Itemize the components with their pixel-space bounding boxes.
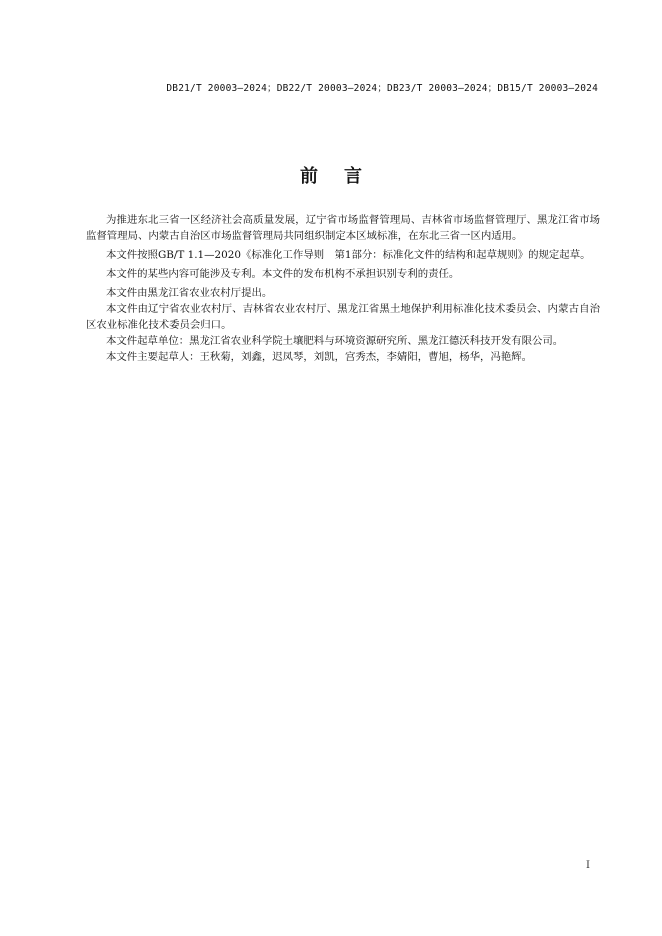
paragraph-patent-notice: 本文件的某些内容可能涉及专利。本文件的发布机构不承担识别专利的责任。 [106,268,460,280]
page-number: I [586,860,590,871]
standard-code-header: DB21/T 20003—2024；DB22/T 20003—2024；DB23/T 20003—2024；DB15/T 20003—2024 [166,83,598,94]
paragraph-drafting-units: 本文件起草单位：黑龙江省农业科学院土壤肥料与环境资源研究所、黑龙江德沃科技开发有限公司。 [106,335,564,347]
foreword-body [86,212,600,365]
paragraph-main-drafters: 本文件主要起草人：王秋菊，刘鑫，迟凤琴，刘凯，宫秀杰，李婧阳，曹旭，杨华，冯艳辉。 [106,351,533,363]
paragraph-drafting-rules: 本文件按照GB/T 1.1—2020《标准化工作导则 第1部分：标准化文件的结构和起草规则》的规定起草。 [106,249,591,261]
paragraph-purpose: 为推进东北三省一区经济社会高质量发展，辽宁省市场监督管理局、吉林省市场监督管理厅、黑龙江省市场监督管理局、内蒙古自治区市场监督管理局共同组织制定本区域标准，在东北三省一区内适用。 [86,214,600,242]
paragraph-proposer: 本文件由黑龙江省农业农村厅提出。 [106,287,273,299]
paragraph-centralized-management: 本文件由辽宁省农业农村厅、吉林省农业农村厅、黑龙江省黑土地保护利用标准化技术委员会、内蒙古自治区农业标准化技术委员会归口。 [86,303,600,331]
page-title: 前言 [300,166,388,187]
